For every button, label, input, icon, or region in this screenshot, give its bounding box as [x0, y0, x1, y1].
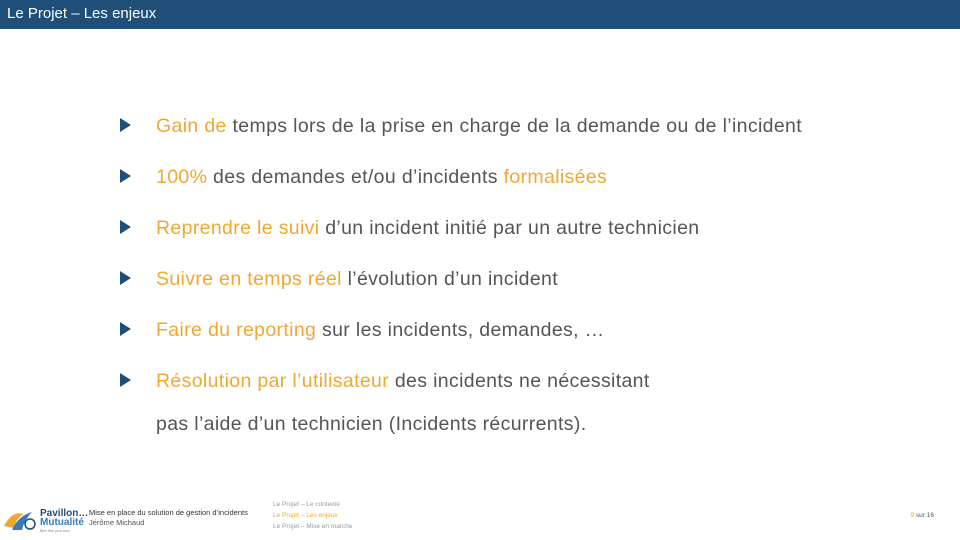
footer-nav-item-active[interactable]: Le Projet – Les enjeux [273, 512, 338, 519]
logo-tagline: Bien être pour tous [40, 529, 70, 533]
logo-name-line2: Mutualité [40, 517, 84, 528]
footer-nav-item[interactable]: Le Projet – Le contexte [273, 501, 340, 508]
slide-footer [0, 490, 960, 540]
bullet-highlight: 100% [156, 166, 208, 188]
bullet-text [156, 217, 699, 240]
bullet-highlight: Résolution par l’utilisateur [156, 370, 390, 392]
triangle-bullet-icon [120, 220, 131, 234]
bullet-highlight-2: formalisées [503, 166, 608, 188]
bullet-text [156, 319, 605, 342]
slide-title: Le Projet – Les enjeux [7, 5, 157, 22]
triangle-bullet-icon [120, 118, 131, 132]
bullet-highlight: Reprendre le suivi [156, 217, 320, 239]
bullet-highlight: Gain de [156, 115, 227, 137]
bullet-text [156, 268, 558, 291]
bullet-highlight: Faire du reporting [156, 319, 317, 341]
footer-author: Jérôme Michaud [89, 518, 145, 527]
footer-presentation-title: Mise en place du solution de gestion d’incidents [89, 508, 248, 517]
pavillon-mutualite-logo-icon [2, 506, 38, 532]
triangle-bullet-icon [120, 169, 131, 183]
bullet-rest: sur les incidents, demandes, … [316, 319, 605, 341]
bullet-rest: temps lors de la prise en charge de la demande ou de l’incident [226, 115, 802, 137]
bullet-rest: des demandes et/ou d’incidents [207, 166, 504, 188]
page-total: sur 16 [914, 512, 934, 519]
logo-name-line1: Pavillon… [40, 508, 89, 519]
footer-nav-item[interactable]: Le Projet – Mise en marche [273, 523, 353, 530]
bullet-highlight: Suivre en temps réel [156, 268, 342, 290]
bullet-continuation-text: pas l’aide d’un technicien (Incidents récurrents). [156, 413, 587, 435]
bullet-rest: l’évolution d’un incident [341, 268, 558, 290]
bullet-rest: d’un incident initié par un autre technicien [319, 217, 700, 239]
triangle-bullet-icon [120, 322, 131, 336]
bullet-text [156, 115, 802, 138]
triangle-bullet-icon [120, 271, 131, 285]
page-number [911, 512, 935, 519]
bullet-text [156, 166, 607, 189]
page-current: 9 [910, 512, 915, 519]
bullet-text [156, 370, 650, 393]
triangle-bullet-icon [120, 373, 131, 387]
bullet-rest: des incidents ne nécessitant [389, 370, 650, 392]
